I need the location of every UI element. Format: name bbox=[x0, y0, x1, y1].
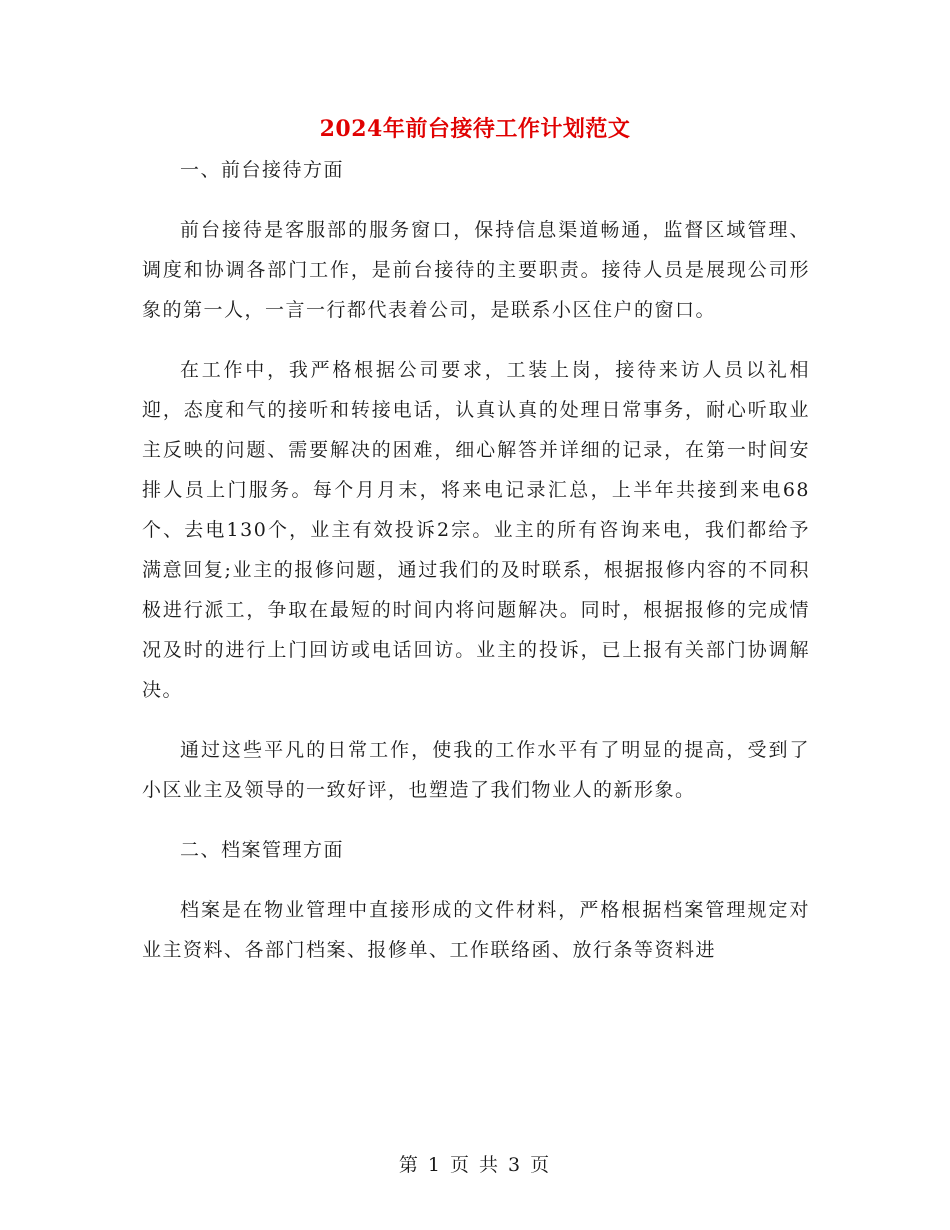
paragraph: 在工作中，我严格根据公司要求，工装上岗，接待来访人员以礼相迎，态度和气的接听和转接电话，认真认真的处理日常事务，耐心听取业主反映的问题、需要解决的困难，细心解答并详细的记录，在第一时间安排人员上门服务。每个月月末，将来电记录汇总，上半年共接到来电68个、去电130个，业主有效投诉2宗。业主的所有咨询来电，我们都给予满意回复;业主的报修问题，通过我们的及时联系，根据报修内容的不同积极进行派工，争取在最短的时间内将问题解决。同时，根据报修的完成情况及时的进行上门回访或电话回访。业主的投诉，已上报有关部门协调解决。 bbox=[142, 359, 810, 701]
document-title: 2024年前台接待工作计划范文 bbox=[319, 116, 631, 142]
paragraph: 档案是在物业管理中直接形成的文件材料，严格根据档案管理规定对业主资料、各部门档案、报修单、工作联络函、放行条等资料进 bbox=[142, 899, 810, 961]
section-heading: 一、前台接待方面 bbox=[180, 159, 345, 181]
paragraph: 前台接待是客服部的服务窗口，保持信息渠道畅通，监督区域管理、调度和协调各部门工作，是前台接待的主要职责。接待人员是展现公司形象的第一人，一言一行都代表着公司，是联系小区住户的窗口。 bbox=[142, 219, 810, 321]
paragraph: 通过这些平凡的日常工作，使我的工作水平有了明显的提高，受到了小区业主及领导的一致好评，也塑造了我们物业人的新形象。 bbox=[142, 739, 810, 801]
section-heading: 二、档案管理方面 bbox=[180, 839, 345, 861]
page-footer: 第 1 页 共 3 页 bbox=[398, 1154, 552, 1176]
document-body bbox=[142, 150, 810, 990]
